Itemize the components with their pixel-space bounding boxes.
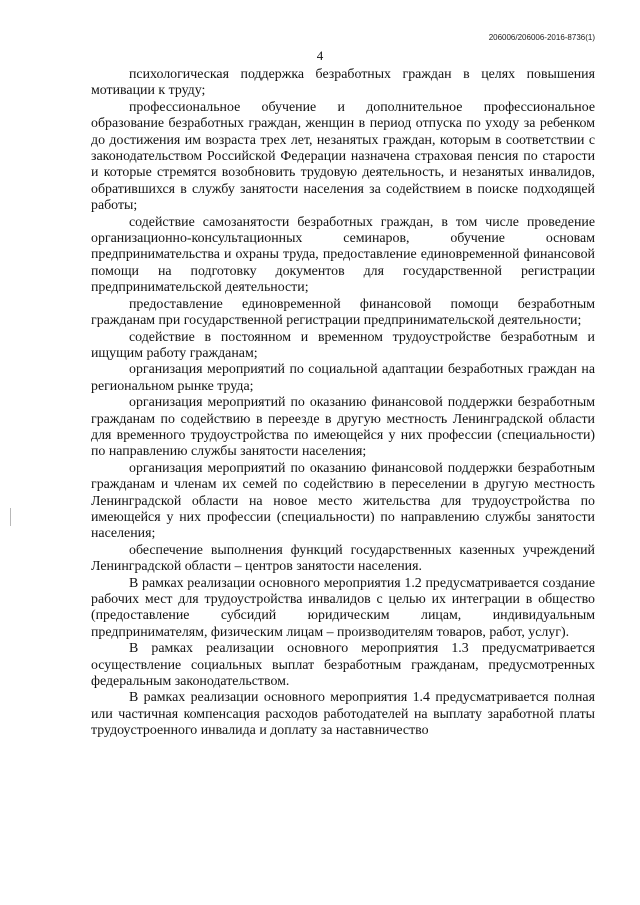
paragraph: организация мероприятий по социальной адаптации безработных граждан на региональном рынке труда; [91,362,595,394]
paragraph: профессиональное обучение и дополнительное профессиональное образование безработных граждан, женщин в период отпуска по уходу за ребенком до достижения им возраста трех лет, незанятых граждан, которым в соответствии с законодательством Российской Федерации назначена страховая пенсия по старости и которые стремятся возобновить трудовую деятельность, и незанятых инвалидов, обратившихся в службу занятости населения за содействием в поиске подходящей работы; [91,99,595,214]
paragraph: организация мероприятий по оказанию финансовой поддержки безработным гражданам и членам их семей по содействию в переселении в другую местность Ленинградской области на новое место жительства для трудоустройства по имеющейся у них профессии (специальности) по направлению службы занятости населения; [91,460,595,542]
document-id: 206006/206006-2016-8736(1) [488,33,595,42]
page-number: 4 [316,48,324,63]
paragraph: содействие в постоянном и временном трудоустройстве безработным и ищущим работу гражданам; [91,329,595,361]
paragraph: В рамках реализации основного мероприятия 1.2 предусматривается создание рабочих мест для трудоустройства инвалидов с целью их интеграции в общество (предоставление субсидий юридическим лицам, индивидуальным предпринимателям, физическим лицам – производителям товаров, работ, услуг). [91,575,595,640]
paragraph: обеспечение выполнения функций государственных казенных учреждений Ленинградской области – центров занятости населения. [91,542,595,575]
paragraph: предоставление единовременной финансовой помощи безработным гражданам при государственной регистрации предпринимательской деятельности; [91,296,595,329]
paragraph: содействие самозанятости безработных граждан, в том числе проведение организационно-консультационных семинаров, обучение основам предпринимательства и охраны труда, предоставление единовременной финансовой помощи на подготовку документов для государственной регистрации предпринимательской деятельности; [91,214,595,296]
paragraph: организация мероприятий по оказанию финансовой поддержки безработным гражданам по содействию в переезде в другую местность Ленинградской области для временного трудоустройства по имеющейся у них профессии (специальности) по направлению службы занятости населения; [91,395,595,460]
paragraph: В рамках реализации основного мероприятия 1.4 предусматривается полная или частичная компенсация расходов работодателей на выплату заработной платы трудоустроенного инвалида и доплату за наставничество [91,690,595,739]
paragraph: В рамках реализации основного мероприятия 1.3 предусматривается осуществление социальных выплат безработным гражданам, предусмотренных федеральным законодательством. [91,641,595,690]
paragraph: психологическая поддержка безработных граждан в целях повышения мотивации к труду; [91,67,595,99]
document-body [91,67,595,740]
scan-margin-mark [10,508,11,526]
